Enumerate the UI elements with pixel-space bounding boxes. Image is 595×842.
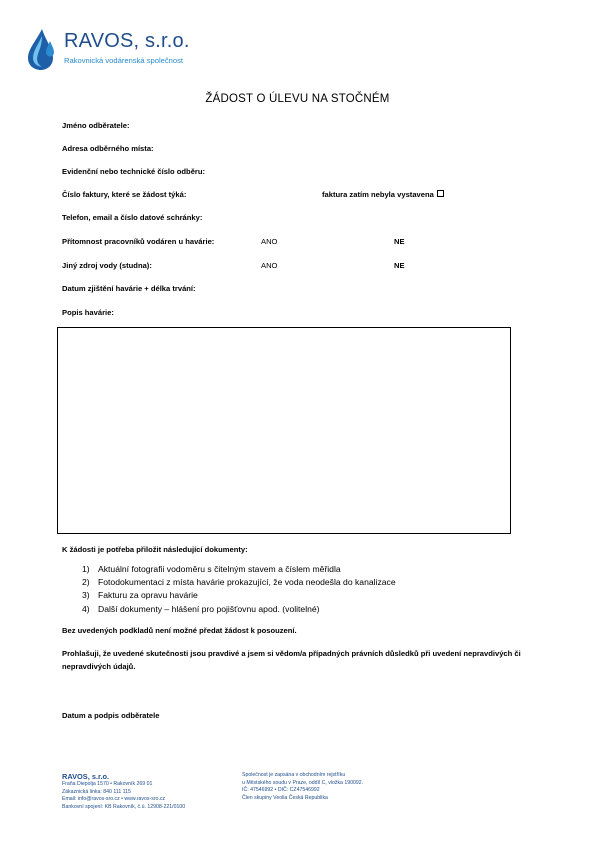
signature-label: Datum a podpis odběratele — [62, 711, 160, 720]
presence-no-option[interactable]: NE — [394, 237, 405, 246]
documents-list — [82, 563, 396, 616]
company-name: RAVOS, s.r.o. — [64, 30, 190, 52]
footer-ids: IČ: 47546992 • DIČ: CZ47546992 — [242, 787, 320, 794]
other-source-no-option[interactable]: NE — [394, 261, 405, 270]
label-description: Popis havárie: — [62, 308, 114, 317]
declaration-text: Prohlašuji, že uvedené skutečnosti jsou pravdivé a jsem si vědom/a případných právních důsledků při uvedení nepravdivých či nepravdivých údajů. — [62, 649, 521, 671]
footer-phone: Zákaznická linka: 840 111 115 — [62, 788, 131, 795]
documents-warning: Bez uvedených podkladů není možné předat žádost k posouzení. — [62, 626, 297, 635]
invoice-not-issued-checkbox[interactable] — [437, 190, 444, 197]
list-item: 3) Fakturu za opravu havárie — [82, 590, 198, 601]
invoice-not-issued-label: faktura zatím nebyla vystavena — [322, 190, 434, 199]
presence-yes-option[interactable]: ANO — [261, 237, 278, 246]
other-source-yes-option[interactable]: ANO — [261, 261, 278, 270]
documents-intro: K žádosti je potřeba přiložit následující dokumenty: — [62, 545, 248, 554]
footer-registry: Společnost je zapsána v obchodním rejstříku — [242, 772, 346, 778]
footer-address: Fraňa Diepolja 1570 • Rakovník 269 01 — [62, 781, 153, 787]
footer-bank: Bankovní spojení: KB Rakovník, č.ú. 12908-221/0100 — [62, 803, 186, 810]
footer-registration — [242, 772, 442, 802]
label-date-detected: Datum zjištění havárie + délka trvání: — [62, 284, 196, 293]
label-record-number: Evidenční nebo technické číslo odběru: — [62, 167, 206, 176]
footer-company-name: RAVOS, s.r.o. — [62, 772, 110, 781]
list-item: 2) Fotodokumentaci z místa havárie prokazující, že voda neodešla do kanalizace — [82, 577, 396, 588]
label-contact: Telefon, email a číslo datové schránky: — [62, 213, 203, 222]
label-worker-presence: Přítomnost pracovníků vodáren u havárie: — [62, 237, 215, 246]
ravos-logo-drop-icon — [26, 27, 60, 71]
footer-group: Člen skupiny Veolia Česká Republika — [242, 794, 328, 801]
label-customer-name: Jméno odběratele: — [62, 121, 130, 130]
description-box[interactable] — [57, 327, 511, 534]
page-title: ŽÁDOST O ÚLEVU NA STOČNÉM — [205, 93, 390, 105]
footer-email[interactable]: Email: info@ravos-sro.cz • www.ravos-sro.cz — [62, 796, 166, 803]
footer-court: u Městského soudu v Praze, oddíl C, vložka 190092. — [242, 779, 364, 786]
label-invoice-number: Číslo faktury, které se žádost týká: — [62, 190, 187, 199]
label-other-water-source: Jiný zdroj vody (studna): — [62, 261, 152, 270]
company-tagline: Rakovnická vodárenská společnost — [64, 56, 184, 65]
footer-contact — [62, 772, 232, 811]
label-address: Adresa odběrného místa: — [62, 144, 154, 153]
invoice-not-issued-option[interactable] — [322, 190, 444, 199]
list-item: 1) Aktuální fotografii vodoměru s čitelným stavem a číslem měřidla — [82, 564, 341, 574]
list-item: 4) Další dokumenty – hlášení pro pojišťovnu apod. (volitelné) — [82, 603, 320, 614]
